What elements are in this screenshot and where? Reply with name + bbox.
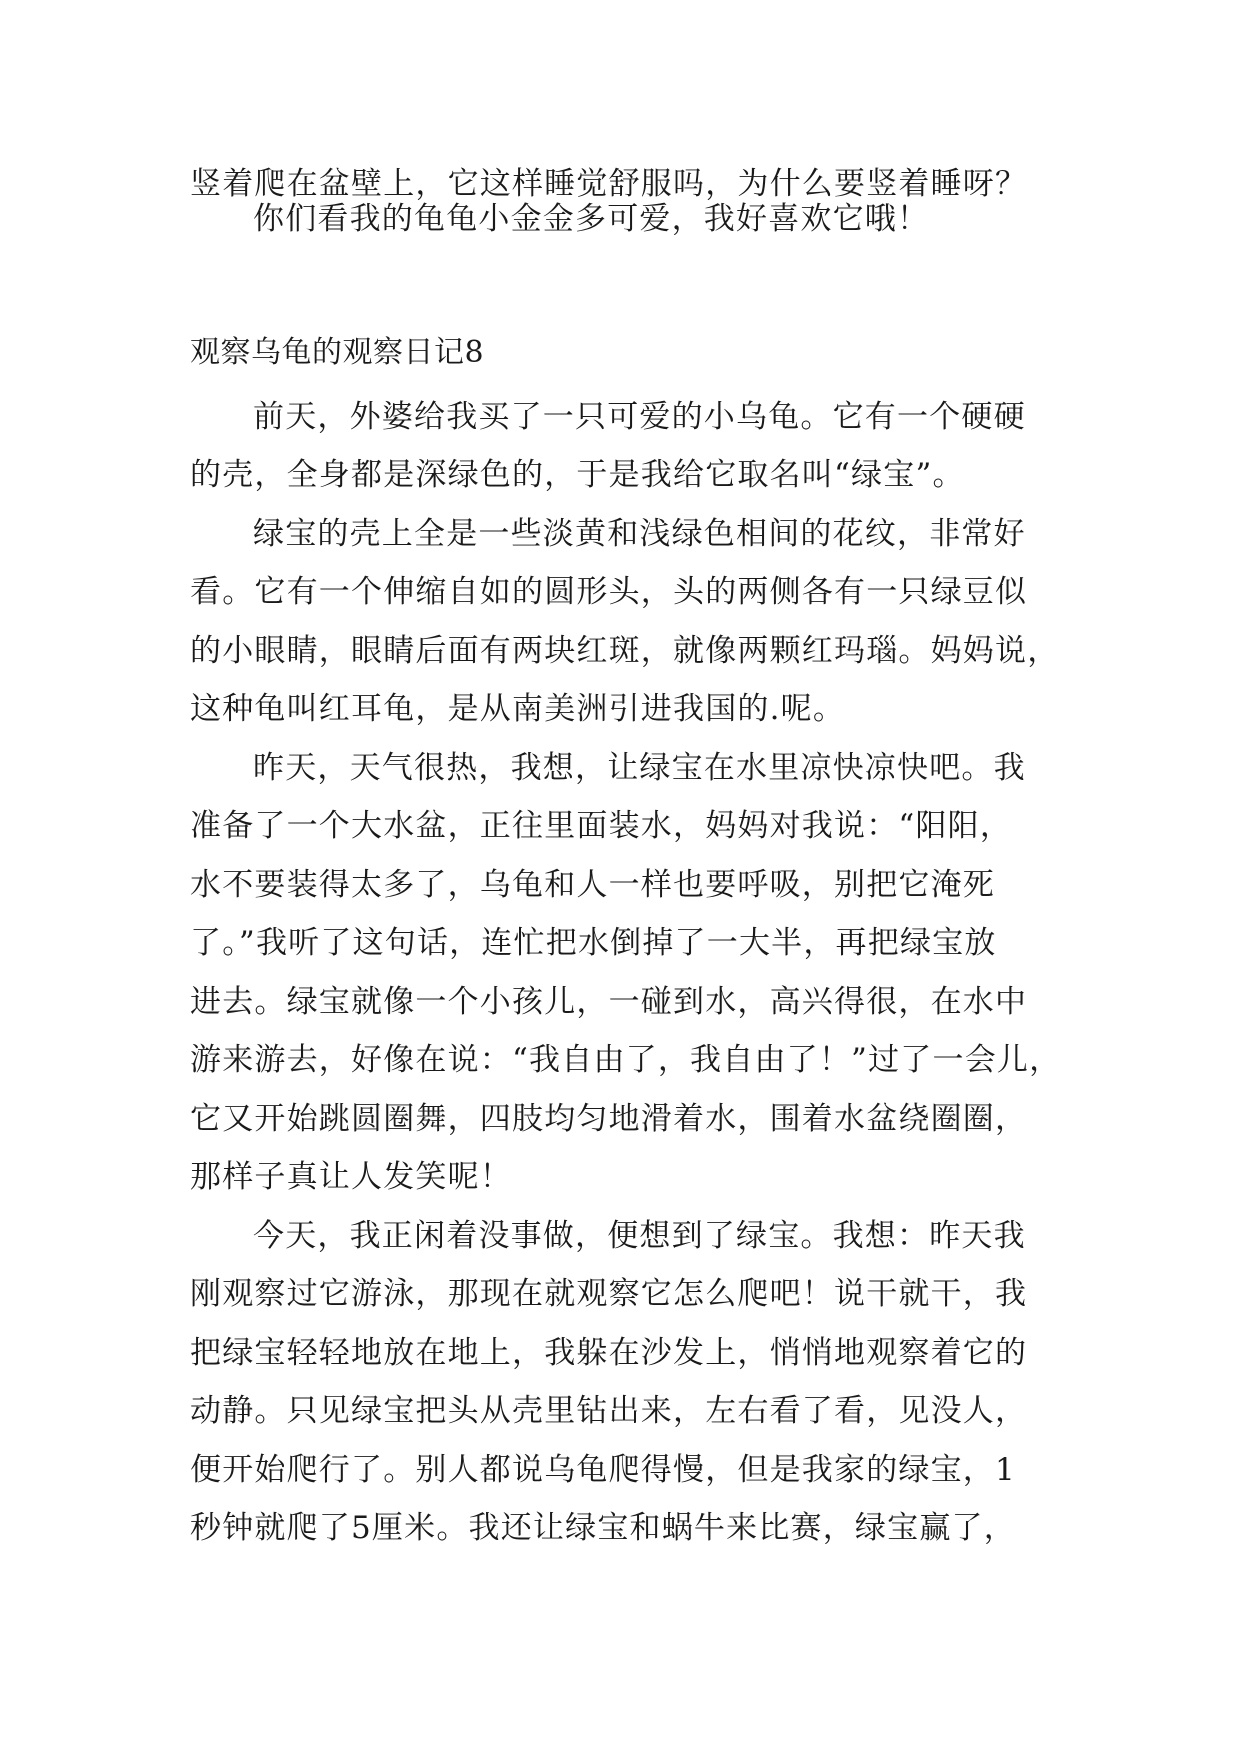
text-line: 秒钟就爬了5厘米。我还让绿宝和蜗牛来比赛，绿宝赢了， xyxy=(190,1510,1016,1546)
text-line: 的壳，全身都是深绿色的，于是我给它取名叫“绿宝”。 xyxy=(190,457,965,493)
text-line: 它又开始跳圆圈舞，四肢均匀地滑着水，围着水盆绕圈圈， xyxy=(190,1101,1028,1137)
text-line: 刚观察过它游泳，那现在就观察它怎么爬吧！说干就干，我 xyxy=(190,1276,1028,1312)
text-line: 今天，我正闲着没事做，便想到了绿宝。我想：昨天我 xyxy=(253,1218,1026,1254)
text-line: 竖着爬在盆壁上，它这样睡觉舒服吗，为什么要竖着睡呀？ xyxy=(190,166,1028,202)
text-line: 你们看我的龟龟小金金多可爱，我好喜欢它哦！ xyxy=(253,201,930,237)
text-line: 看。它有一个伸缩自如的圆形头，头的两侧各有一只绿豆似 xyxy=(190,574,1028,610)
text-line: 动静。只见绿宝把头从壳里钻出来，左右看了看，见没人， xyxy=(190,1393,1028,1429)
text-line: 昨天，天气很热，我想，让绿宝在水里凉快凉快吧。我 xyxy=(253,750,1026,786)
text-line: 准备了一个大水盆，正往里面装水，妈妈对我说：“阳阳， xyxy=(190,808,1013,844)
text-line: 那样子真让人发笑呢！ xyxy=(190,1159,512,1195)
text-line: 便开始爬行了。别人都说乌龟爬得慢，但是我家的绿宝，1 xyxy=(190,1452,1016,1488)
text-line: 进去。绿宝就像一个小孩儿，一碰到水，高兴得很，在水中 xyxy=(190,984,1028,1020)
section-title: 观察乌龟的观察日记8 xyxy=(190,335,485,370)
text-line: 了。”我听了这句话，连忙把水倒掉了一大半，再把绿宝放 xyxy=(190,925,997,961)
text-line: 绿宝的壳上全是一些淡黄和浅绿色相间的花纹，非常好 xyxy=(253,516,1026,552)
text-line: 水不要装得太多了，乌龟和人一样也要呼吸，别把它淹死 xyxy=(190,867,995,903)
text-line: 的小眼睛，眼睛后面有两块红斑，就像两颗红玛瑙。妈妈说， xyxy=(190,633,1060,669)
text-line: 游来游去，好像在说：“我自由了，我自由了！”过了一会儿， xyxy=(190,1042,1062,1078)
text-line: 前天，外婆给我买了一只可爱的小乌龟。它有一个硬硬 xyxy=(253,399,1026,435)
text-line: 这种龟叫红耳龟，是从南美洲引进我国的.呢。 xyxy=(190,691,846,727)
text-line: 把绿宝轻轻地放在地上，我躲在沙发上，悄悄地观察着它的 xyxy=(190,1335,1028,1371)
